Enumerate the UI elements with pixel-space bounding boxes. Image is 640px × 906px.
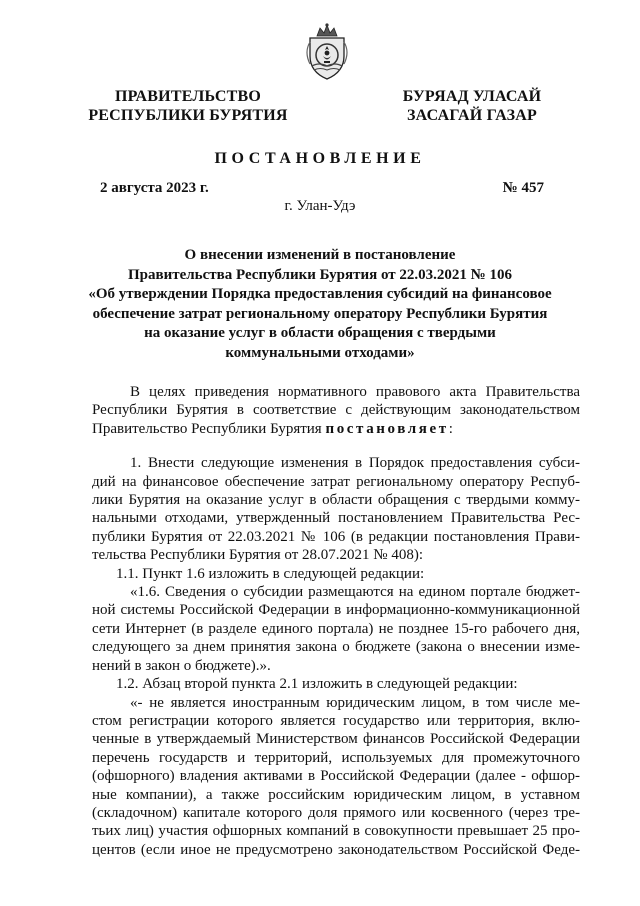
document-title: [80, 246, 560, 363]
document-date: 2 августа 2023 г.: [100, 180, 209, 196]
text-line: [92, 420, 580, 438]
text-line: 1. Внести следующие изменения в Порядок предоставления субси-: [130, 455, 580, 472]
document-type-heading: ПОСТАНОВЛЕНИЕ: [214, 150, 426, 167]
text-line: нальными отходами, утвержденный постановлением Правительства Рес-: [92, 510, 580, 527]
title-line: обеспечение затрат региональному оператору Республики Бурятия: [92, 305, 548, 322]
document-body: [92, 383, 580, 859]
paragraph-1-2-quote: [92, 694, 580, 860]
text-line: следующего за днем принятия закона о бюджете (закона о внесении изме-: [92, 639, 580, 656]
text-line: стом регистрации которого является государство или территория, вклю-: [92, 712, 580, 729]
paragraph-1-2: [92, 675, 580, 693]
text-line: (офшорного) владения активами в Российской Федерации (далее - офшор-: [92, 768, 580, 785]
text-line: В целях приведения нормативного правового акта Правительства: [130, 384, 580, 400]
title-line: «Об утверждении Порядка предоставления субсидий на финансовое: [88, 286, 552, 302]
text-line: ные компании), а также российским юридическим лицом, в уставном: [92, 786, 580, 803]
paragraph-1-1: [92, 565, 580, 583]
text-line: 1.2. Абзац второй пункта 2.1 изложить в следующей редакции:: [116, 676, 518, 693]
decree-verb: постановляет: [325, 420, 449, 437]
org-line: РЕСПУБЛИКИ БУРЯТИЯ: [88, 107, 288, 124]
text-line: «- не является иностранным юридическим лицом, в том числе ме-: [130, 694, 580, 711]
government-name-buryat: [392, 87, 552, 125]
text-line: Республики Бурятия в соответствие с действующим законодательством: [92, 402, 580, 419]
paragraph-1-1-quote: [92, 583, 580, 675]
text-line: перечень государств и территорий, используемых для промежуточного: [92, 749, 580, 766]
preamble-suffix: :: [448, 420, 453, 437]
title-line: Правительства Республики Бурятия от 22.03.2021 № 106: [127, 266, 512, 283]
preamble-prefix: Правительство Республики Бурятия: [92, 420, 326, 437]
text-line: тьих лиц) участия офшорных компаний в совокупности превышает 25 про-: [92, 823, 580, 840]
text-line: (складочном) капитале которого доля прямого или косвенного (через тре-: [92, 804, 580, 821]
text-line: тельства Республики Бурятия от 28.07.2021 № 408):: [92, 547, 423, 564]
preamble-paragraph: [92, 383, 580, 438]
document-number: № 457: [502, 180, 544, 196]
text-line: «1.6. Сведения о субсидии размещаются на едином портале бюджет-: [130, 584, 580, 601]
text-line: нений в закон о бюджете).».: [92, 657, 271, 674]
government-name-russian: [88, 87, 288, 125]
text-line: лики Бурятия на оказание услуг в области обращения с твердыми комму-: [92, 492, 580, 509]
paragraph-1: [92, 454, 580, 564]
text-line: центов (если иное не предусмотрено законодательством Российской Феде-: [92, 841, 580, 858]
org-line: ЗАСАГАЙ ГАЗАР: [407, 107, 537, 124]
text-line: публики Бурятия от 22.03.2021 № 106 (в редакции постановления Прави-: [92, 528, 580, 545]
org-line: ПРАВИТЕЛЬСТВО: [114, 88, 262, 105]
title-line: О внесении изменений в постановление: [184, 247, 456, 263]
text-line: дий на финансовое обеспечение затрат региональному оператору Респуб-: [92, 473, 580, 490]
title-line: на оказание услуг в области обращения с твердыми: [144, 325, 496, 341]
document-city: г. Улан-Удэ: [284, 198, 356, 214]
text-line: ной системы Российской Федерации в информационно-коммуникационной: [92, 602, 580, 619]
title-line: коммунальными отходами»: [225, 344, 415, 361]
text-line: 1.1. Пункт 1.6 изложить в следующей редакции:: [116, 565, 425, 582]
text-line: сети Интернет (в разделе единого портала) не позднее 15-го рабочего дня,: [92, 620, 580, 637]
org-line: БУРЯАД УЛАСАЙ: [402, 88, 542, 105]
text-line: ченные в утверждаемый Министерством финансов Российской Федерации: [92, 731, 580, 748]
coat-of-arms-emblem: [302, 22, 352, 82]
